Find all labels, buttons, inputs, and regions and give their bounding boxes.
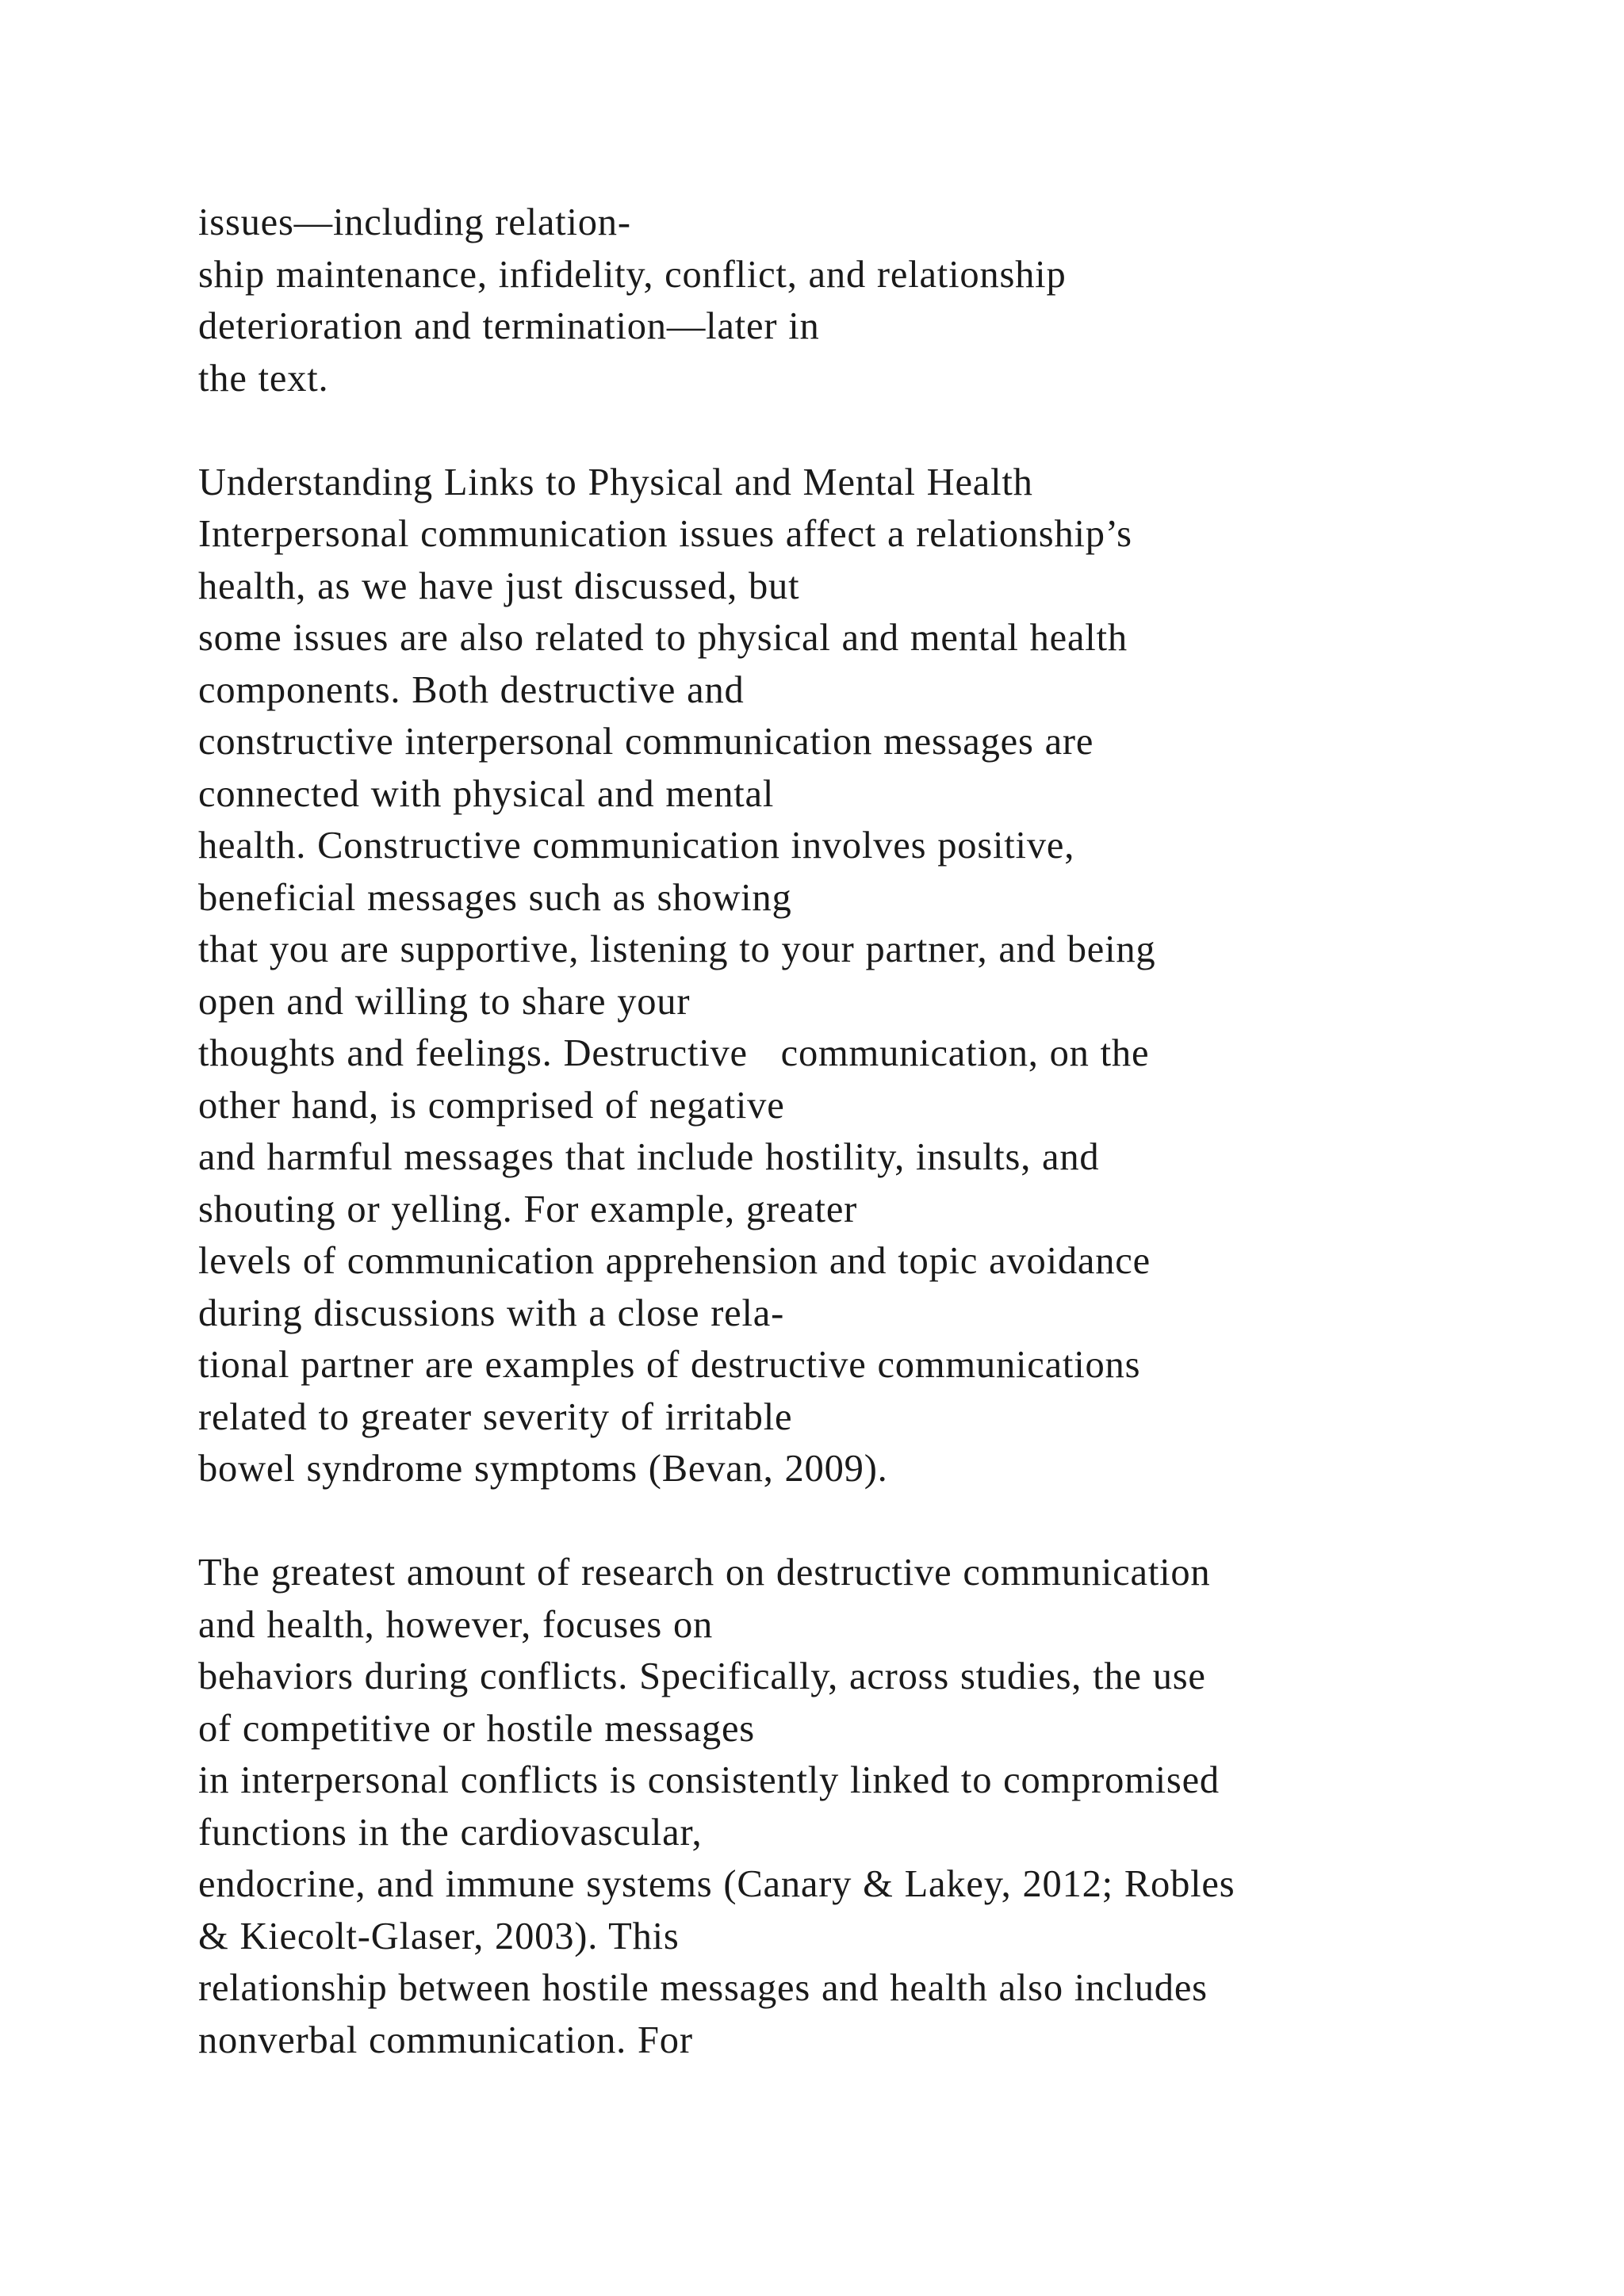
text-line: thoughts and feelings. Destructive communication, on the — [198, 1032, 1150, 1074]
text-line: deterioration and termination—later in — [198, 305, 820, 347]
paragraph-destructive-communication-health — [198, 1547, 1594, 2066]
text-line: issues—including relation- — [198, 201, 631, 243]
text-line: functions in the cardiovascular, — [198, 1811, 703, 1854]
document-page — [198, 197, 1594, 2066]
text-line: ship maintenance, infidelity, conflict, and relationship — [198, 253, 1067, 296]
text-line: some issues are also related to physical and mental health — [198, 617, 1128, 659]
text-line: constructive interpersonal communication messages are — [198, 721, 1094, 763]
text-line: and harmful messages that include hostility, insults, and — [198, 1136, 1100, 1178]
text-line: health. Constructive communication involves positive, — [198, 825, 1075, 867]
text-line: open and willing to share your — [198, 980, 691, 1023]
paragraph-physical-mental-health — [198, 457, 1594, 1495]
text-line: and health, however, focuses on — [198, 1603, 714, 1646]
text-line: other hand, is comprised of negative — [198, 1084, 785, 1127]
text-line: endocrine, and immune systems (Canary & Lakey, 2012; Robles — [198, 1863, 1235, 1905]
text-line: & Kiecolt-Glaser, 2003). This — [198, 1915, 680, 1957]
text-line: bowel syndrome symptoms (Bevan, 2009). — [198, 1448, 888, 1490]
text-line: that you are supportive, listening to your partner, and being — [198, 928, 1156, 970]
text-line: relationship between hostile messages and health also includes — [198, 1967, 1208, 2009]
text-line: levels of communication apprehension and topic avoidance — [198, 1240, 1151, 1282]
text-line: behaviors during conflicts. Specifically, across studies, the use — [198, 1655, 1206, 1697]
text-line: shouting or yelling. For example, greater — [198, 1188, 858, 1230]
section-heading: Understanding Links to Physical and Mental Health — [198, 461, 1033, 503]
text-line: during discussions with a close rela- — [198, 1292, 785, 1334]
text-line: beneficial messages such as showing — [198, 876, 792, 919]
text-line: the text. — [198, 357, 329, 400]
text-line: connected with physical and mental — [198, 772, 775, 815]
paragraph-infidelity-conflict — [198, 197, 1594, 404]
text-line: tional partner are examples of destructive communications — [198, 1344, 1141, 1386]
text-line: of competitive or hostile messages — [198, 1707, 755, 1750]
text-line: Interpersonal communication issues affect a relationship’s — [198, 513, 1132, 555]
text-line: nonverbal communication. For — [198, 2019, 693, 2061]
text-line: in interpersonal conflicts is consistently linked to compromised — [198, 1759, 1220, 1801]
text-line: related to greater severity of irritable — [198, 1395, 793, 1438]
text-line: health, as we have just discussed, but — [198, 564, 800, 607]
text-line: The greatest amount of research on destructive communication — [198, 1552, 1211, 1594]
text-line: components. Both destructive and — [198, 668, 745, 711]
